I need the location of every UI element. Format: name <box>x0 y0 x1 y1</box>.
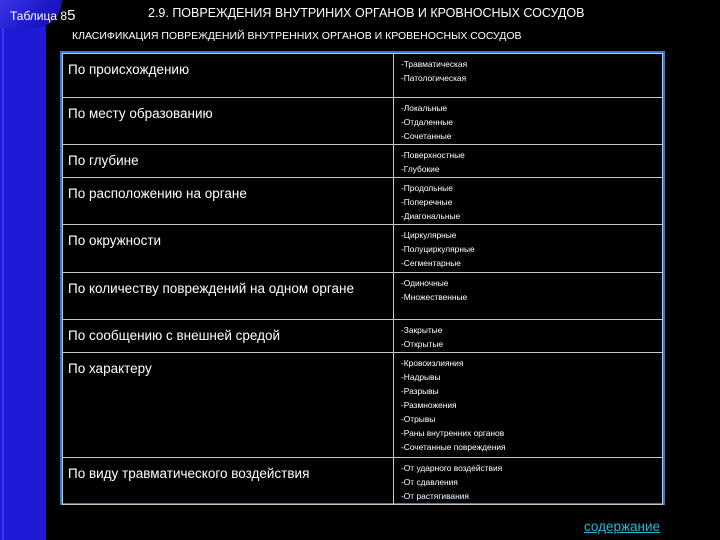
table-row <box>63 225 663 273</box>
type-item: -Сочетанные <box>401 131 452 141</box>
table-row <box>63 458 663 505</box>
criterion-cell: По сообщению с внешней средой <box>63 320 394 353</box>
type-item: -Размножения <box>401 400 457 410</box>
side-bar-accent-line <box>2 0 4 540</box>
types-cell <box>394 145 663 178</box>
table-row <box>63 98 663 145</box>
types-cell <box>394 54 663 98</box>
table-row <box>63 353 663 458</box>
type-item: -Травматическая <box>401 59 468 69</box>
type-item: -Патологическая <box>401 73 467 83</box>
page-subtitle: КЛАСИФИКАЦИЯ ПОВРЕЖДЕНИЙ ВНУТРЕННИХ ОРГАНОВ И КРОВЕНОСНЫХ СОСУДОВ <box>72 30 522 42</box>
types-cell <box>394 225 663 273</box>
type-item: -Поверхностные <box>401 150 465 160</box>
table-number <box>10 7 75 24</box>
type-item: -От сдавления <box>401 477 458 487</box>
criterion-cell: По виду травматического воздействия <box>63 458 394 505</box>
table-row <box>63 273 663 320</box>
types-cell <box>394 353 663 458</box>
type-item: -Глубокие <box>401 164 440 174</box>
type-item: -Отдаленные <box>401 117 453 127</box>
type-item: -От ударного воздействия <box>401 463 503 473</box>
table-number-digit: 5 <box>67 7 76 24</box>
type-item: -Сегментарные <box>401 258 461 268</box>
types-cell <box>394 320 663 353</box>
classification-table <box>60 51 665 505</box>
type-item: -Локальные <box>401 103 448 113</box>
criterion-cell: По месту образованию <box>63 98 394 145</box>
contents-link[interactable]: содержание <box>584 519 661 534</box>
table-row <box>63 178 663 225</box>
types-cell <box>394 458 663 505</box>
table-row <box>63 320 663 353</box>
criterion-cell: По происхождению <box>63 54 394 98</box>
criterion-cell: По окружности <box>63 225 394 273</box>
type-item: -Продольные <box>401 183 453 193</box>
type-item: -Сочетанные повреждения <box>401 442 506 452</box>
type-item: -Разрывы <box>401 386 439 396</box>
types-cell <box>394 98 663 145</box>
type-item: -Поперечные <box>401 197 453 207</box>
table-label: Таблица 8 <box>10 9 68 23</box>
table-row <box>63 54 663 98</box>
type-item: -Открытые <box>401 339 443 349</box>
type-item: -Циркулярные <box>401 230 457 240</box>
page-title: 2.9. ПОВРЕЖДЕНИЯ ВНУТРИНИХ ОРГАНОВ И КРОВНОСНЫХ СОСУДОВ <box>148 6 585 20</box>
type-item: -Закрытые <box>401 325 443 335</box>
types-cell <box>394 178 663 225</box>
type-item: -Диагональные <box>401 211 461 221</box>
type-item: -Надрывы <box>401 372 441 382</box>
type-item: -Кровоизлияния <box>401 358 464 368</box>
criterion-cell: По расположению на органе <box>63 178 394 225</box>
type-item: -Полуциркулярные <box>401 244 475 254</box>
criterion-cell: По характеру <box>63 353 394 458</box>
type-item: -От растягивания <box>401 491 469 501</box>
criterion-cell: По глубине <box>63 145 394 178</box>
type-item: -Одиночные <box>401 278 449 288</box>
side-bar <box>0 0 46 540</box>
type-item: -Отрывы <box>401 414 436 424</box>
types-cell <box>394 273 663 320</box>
type-item: -Раны внутренних органов <box>401 428 505 438</box>
table-row <box>63 145 663 178</box>
type-item: -Множественные <box>401 292 468 302</box>
criterion-cell: По количеству повреждений на одном органе <box>63 273 394 320</box>
